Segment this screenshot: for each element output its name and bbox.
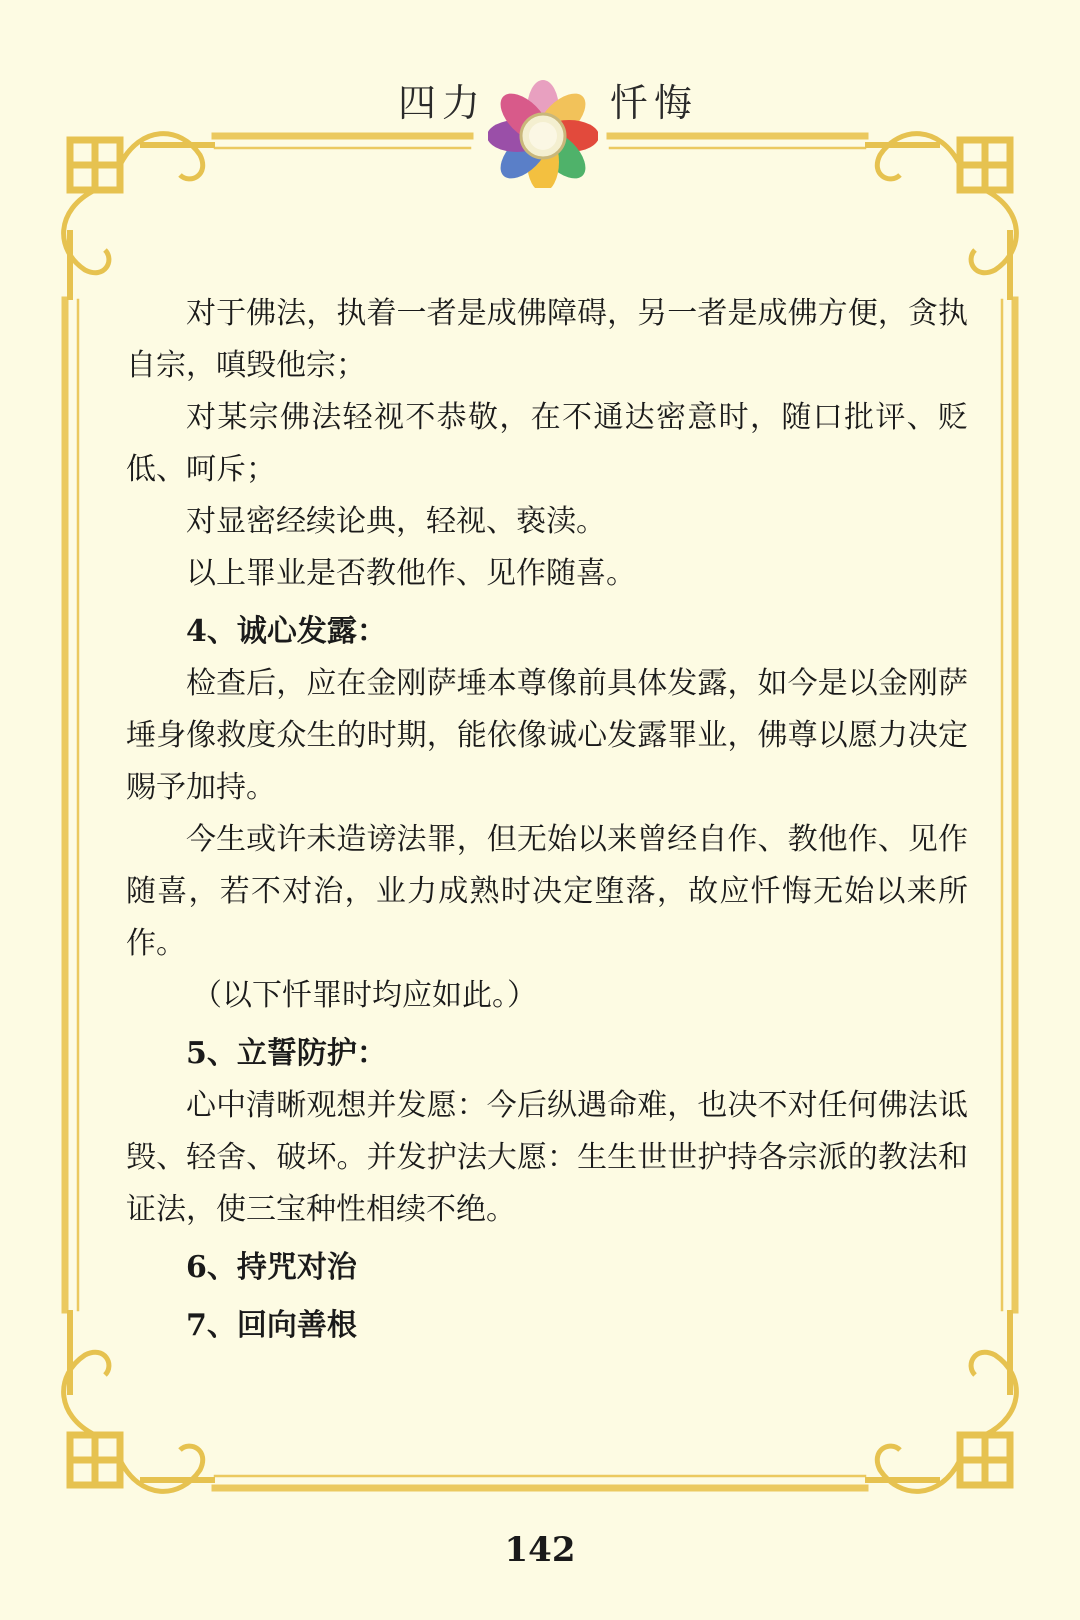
- corner-ornament-icon: [64, 134, 215, 300]
- header-title-right: 忏悔: [610, 81, 699, 125]
- section-heading-4: 4、诚心发露：: [186, 614, 387, 649]
- paragraph: 心中清晰观想并发愿：今后纵遇命难，也决不对任何佛法诋毁、轻舍、破坏。并发护法大愿：生生世世护持各宗派的教法和证法，使三宝种性相续不绝。: [126, 1088, 968, 1227]
- paragraph: 以上罪业是否教他作、见作随喜。: [186, 556, 636, 591]
- lotus-icon: [488, 78, 598, 188]
- paragraph: 检查后，应在金刚萨埵本尊像前具体发露，如今是以金刚萨埵身像救度众生的时期，能依像诚心发露罪业，佛尊以愿力决定赐予加持。: [126, 666, 968, 805]
- section-heading-5: 5、立誓防护：: [186, 1036, 387, 1071]
- parenthetical-note: （以下忏罪时均应如此。）: [192, 978, 537, 1013]
- body-text: [126, 288, 968, 1352]
- header-title-left: 四力: [398, 81, 487, 125]
- paragraph: 对某宗佛法轻视不恭敬，在不通达密意时，随口批评、贬低、呵斥；: [126, 400, 968, 487]
- page-number: 142: [504, 1530, 576, 1570]
- paragraph: 对于佛法，执着一者是成佛障碍，另一者是成佛方便，贪执自宗，嗔毁他宗；: [126, 296, 968, 383]
- paragraph: 对显密经续论典，轻视、亵渎。: [186, 504, 606, 539]
- section-heading-7: 7、回向善根: [186, 1308, 357, 1343]
- corner-ornament-icon: [865, 134, 1016, 300]
- section-heading-6: 6、持咒对治: [186, 1250, 357, 1285]
- paragraph: 今生或许未造谤法罪，但无始以来曾经自作、教他作、见作随喜，若不对治，业力成熟时决定堕落，故应忏悔无始以来所作。: [126, 822, 968, 961]
